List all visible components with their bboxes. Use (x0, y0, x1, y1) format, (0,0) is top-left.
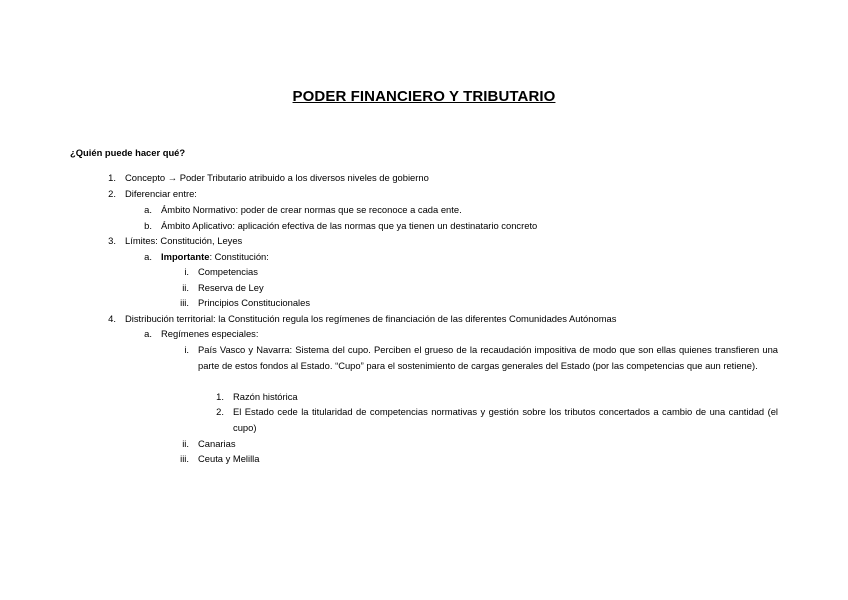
list-text: Ceuta y Melilla (198, 453, 260, 464)
emphasis-label: Importante (161, 251, 210, 262)
list-text: El Estado cede la titularidad de competencias normativas y gestión sobre los tributos concertados a cambio de una cantidad (el cupo) (233, 406, 778, 433)
list-roman: ii. (182, 438, 189, 449)
list-letter: a. (144, 251, 152, 262)
list-text: Distribución territorial: la Constitución regula los regímenes de financiación de las diferentes Comunidades Autónomas (125, 313, 617, 324)
list-arabic: 1. (216, 391, 224, 402)
list-text: Ámbito Normativo: poder de crear normas que se reconoce a cada ente. (161, 204, 462, 215)
section-question: ¿Quién puede hacer qué? (70, 147, 186, 158)
list-letter: a. (144, 204, 152, 215)
list-text: Reserva de Ley (198, 282, 264, 293)
list-text: Canarias (198, 438, 236, 449)
list-roman: iii. (180, 297, 189, 308)
list-arabic: 2. (216, 406, 224, 417)
list-text: Principios Constitucionales (198, 297, 311, 308)
list-text: Regímenes especiales: (161, 328, 259, 339)
list-text: País Vasco y Navarra: Sistema del cupo. Perciben el grueso de la recaudación impositiva de modo que son ellas quienes transfieren una parte de estos fondos al Estado. “Cupo” para el sostenimiento de cargas generales del Estado (por las competencias que aun retiene). (198, 344, 778, 371)
page-title: PODER FINANCIERO Y TRIBUTARIO (292, 88, 556, 105)
list-number: 4. (108, 313, 116, 324)
list-text: Diferenciar entre: (125, 188, 197, 199)
list-text: Competencias (198, 266, 258, 277)
list-roman: i. (184, 266, 189, 277)
list-text (161, 251, 269, 263)
list-text: Límites: Constitución, Leyes (125, 235, 243, 246)
list-text: Concepto → Poder Tributario atribuido a los diversos niveles de gobierno (125, 172, 429, 183)
list-letter: b. (144, 220, 152, 231)
list-roman: iii. (180, 453, 189, 464)
list-number: 2. (108, 188, 116, 199)
list-text-rest: : Constitución: (209, 251, 269, 262)
list-text: Razón histórica (233, 391, 298, 402)
list-roman: ii. (182, 282, 189, 293)
list-roman: i. (184, 344, 189, 355)
list-text: Ámbito Aplicativo: aplicación efectiva de las normas que ya tienen un destinatario concreto (161, 220, 538, 231)
list-letter: a. (144, 328, 152, 339)
list-number: 3. (108, 235, 116, 246)
list-number: 1. (108, 172, 116, 183)
